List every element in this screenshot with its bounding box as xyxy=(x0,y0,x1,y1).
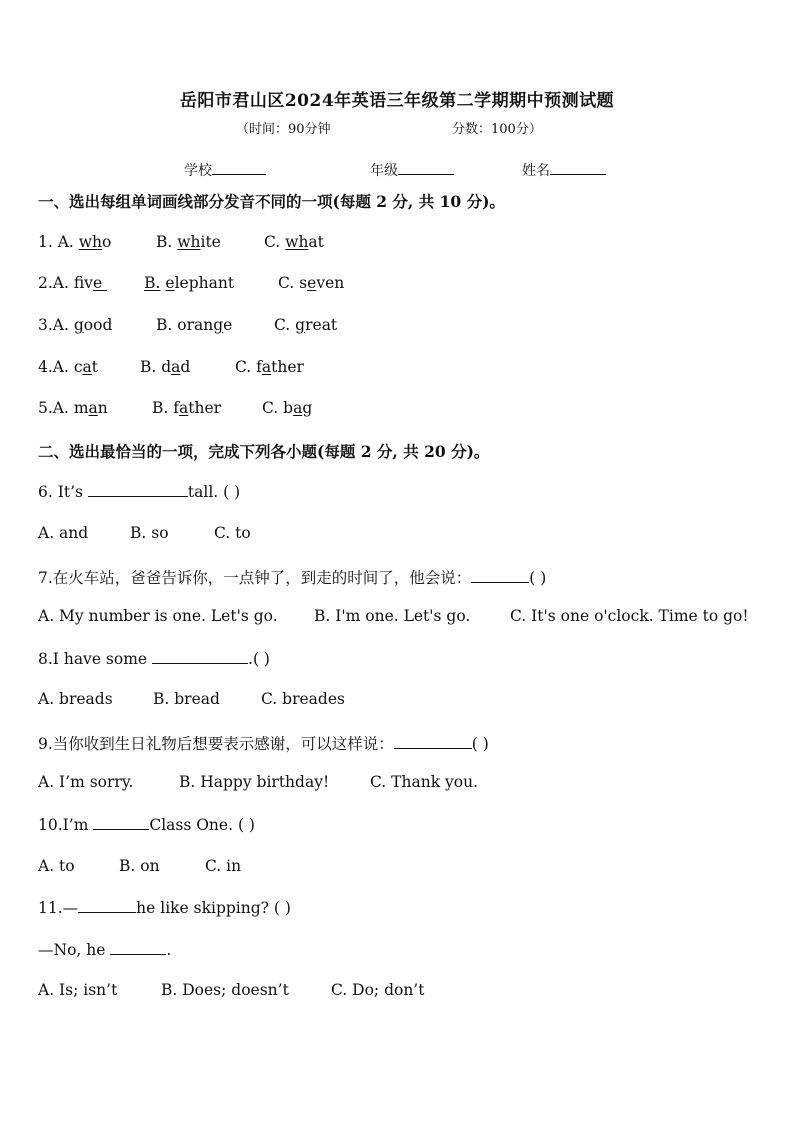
name-label: 姓名 xyxy=(522,163,550,179)
option-b: B. Happy birthday! xyxy=(179,773,330,791)
question-11-line-2: —No, he . xyxy=(38,941,172,959)
option-a: A. and xyxy=(38,524,89,542)
answer-blank xyxy=(471,568,529,583)
option-a: A. breads xyxy=(38,690,113,708)
time-info: （时间：90分钟 xyxy=(236,122,331,137)
answer-blank xyxy=(88,482,188,497)
school-blank xyxy=(212,160,266,175)
score-info: 分数：100分） xyxy=(452,122,542,137)
question-10: 10.I’m Class One. ( ) xyxy=(38,816,255,834)
question-2: 2.A. five B. elephant C. seven xyxy=(38,274,345,292)
name-blank xyxy=(550,160,606,175)
question-10-options xyxy=(38,857,241,875)
school-field xyxy=(184,160,266,180)
question-5: 5.A. man B. father C. bag xyxy=(38,399,313,417)
option-c: C. Do; don’t xyxy=(331,981,425,999)
option-c: C. It's one o'clock. Time to go! xyxy=(510,607,749,625)
grade-field xyxy=(370,160,454,180)
grade-label: 年级 xyxy=(370,163,398,179)
question-9-options xyxy=(38,773,478,791)
option-a: A. I’m sorry. xyxy=(38,773,134,791)
option-b: B. on xyxy=(119,857,160,875)
option-c: C. breades xyxy=(261,690,345,708)
option-b: B. bread xyxy=(153,690,220,708)
option-b: B. I'm one. Let's go. xyxy=(314,607,471,625)
option-a: A. Is; isn’t xyxy=(38,981,118,999)
school-label: 学校 xyxy=(184,163,212,179)
question-6-options xyxy=(38,524,251,542)
answer-blank xyxy=(93,815,149,830)
option-b: B. so xyxy=(130,524,169,542)
question-7: 7.在火车站，爸爸告诉你，一点钟了，到走的时间了，他会说： ( ) xyxy=(38,569,547,587)
option-a: A. to xyxy=(38,857,75,875)
option-b: B. Does; doesn’t xyxy=(161,981,289,999)
name-field xyxy=(522,160,606,180)
answer-blank xyxy=(78,898,136,913)
answer-blank xyxy=(394,734,472,749)
question-8: 8.I have some .( ) xyxy=(38,650,270,668)
section-1-heading: 一、选出每组单词画线部分发音不同的一项(每题 2 分, 共 10 分)。 xyxy=(38,192,505,211)
option-c: C. in xyxy=(205,857,242,875)
question-8-options xyxy=(38,690,345,708)
question-9: 9.当你收到生日礼物后想要表示感谢，可以这样说： ( ) xyxy=(38,735,489,753)
option-c: C. to xyxy=(214,524,251,542)
question-11: 11.— he like skipping? ( ) xyxy=(38,899,291,917)
question-7-options xyxy=(38,607,749,625)
question-6: 6. It’s tall. ( ) xyxy=(38,483,241,501)
answer-blank xyxy=(152,649,248,664)
question-3: 3.A. good B. orange C. great xyxy=(38,316,338,334)
page-title: 岳阳市君山区2024年英语三年级第二学期期中预测试题 xyxy=(179,91,615,111)
answer-blank xyxy=(110,940,166,955)
option-a: A. My number is one. Let's go. xyxy=(38,607,278,625)
option-c: C. Thank you. xyxy=(370,773,479,791)
question-11-options xyxy=(38,981,424,999)
grade-blank xyxy=(398,160,454,175)
question-4: 4.A. cat B. dad C. father xyxy=(38,358,304,376)
section-2-heading: 二、选出最恰当的一项，完成下列各小题(每题 2 分, 共 20 分)。 xyxy=(38,442,490,461)
question-1: 1. A. who B. white C. what xyxy=(38,233,324,251)
